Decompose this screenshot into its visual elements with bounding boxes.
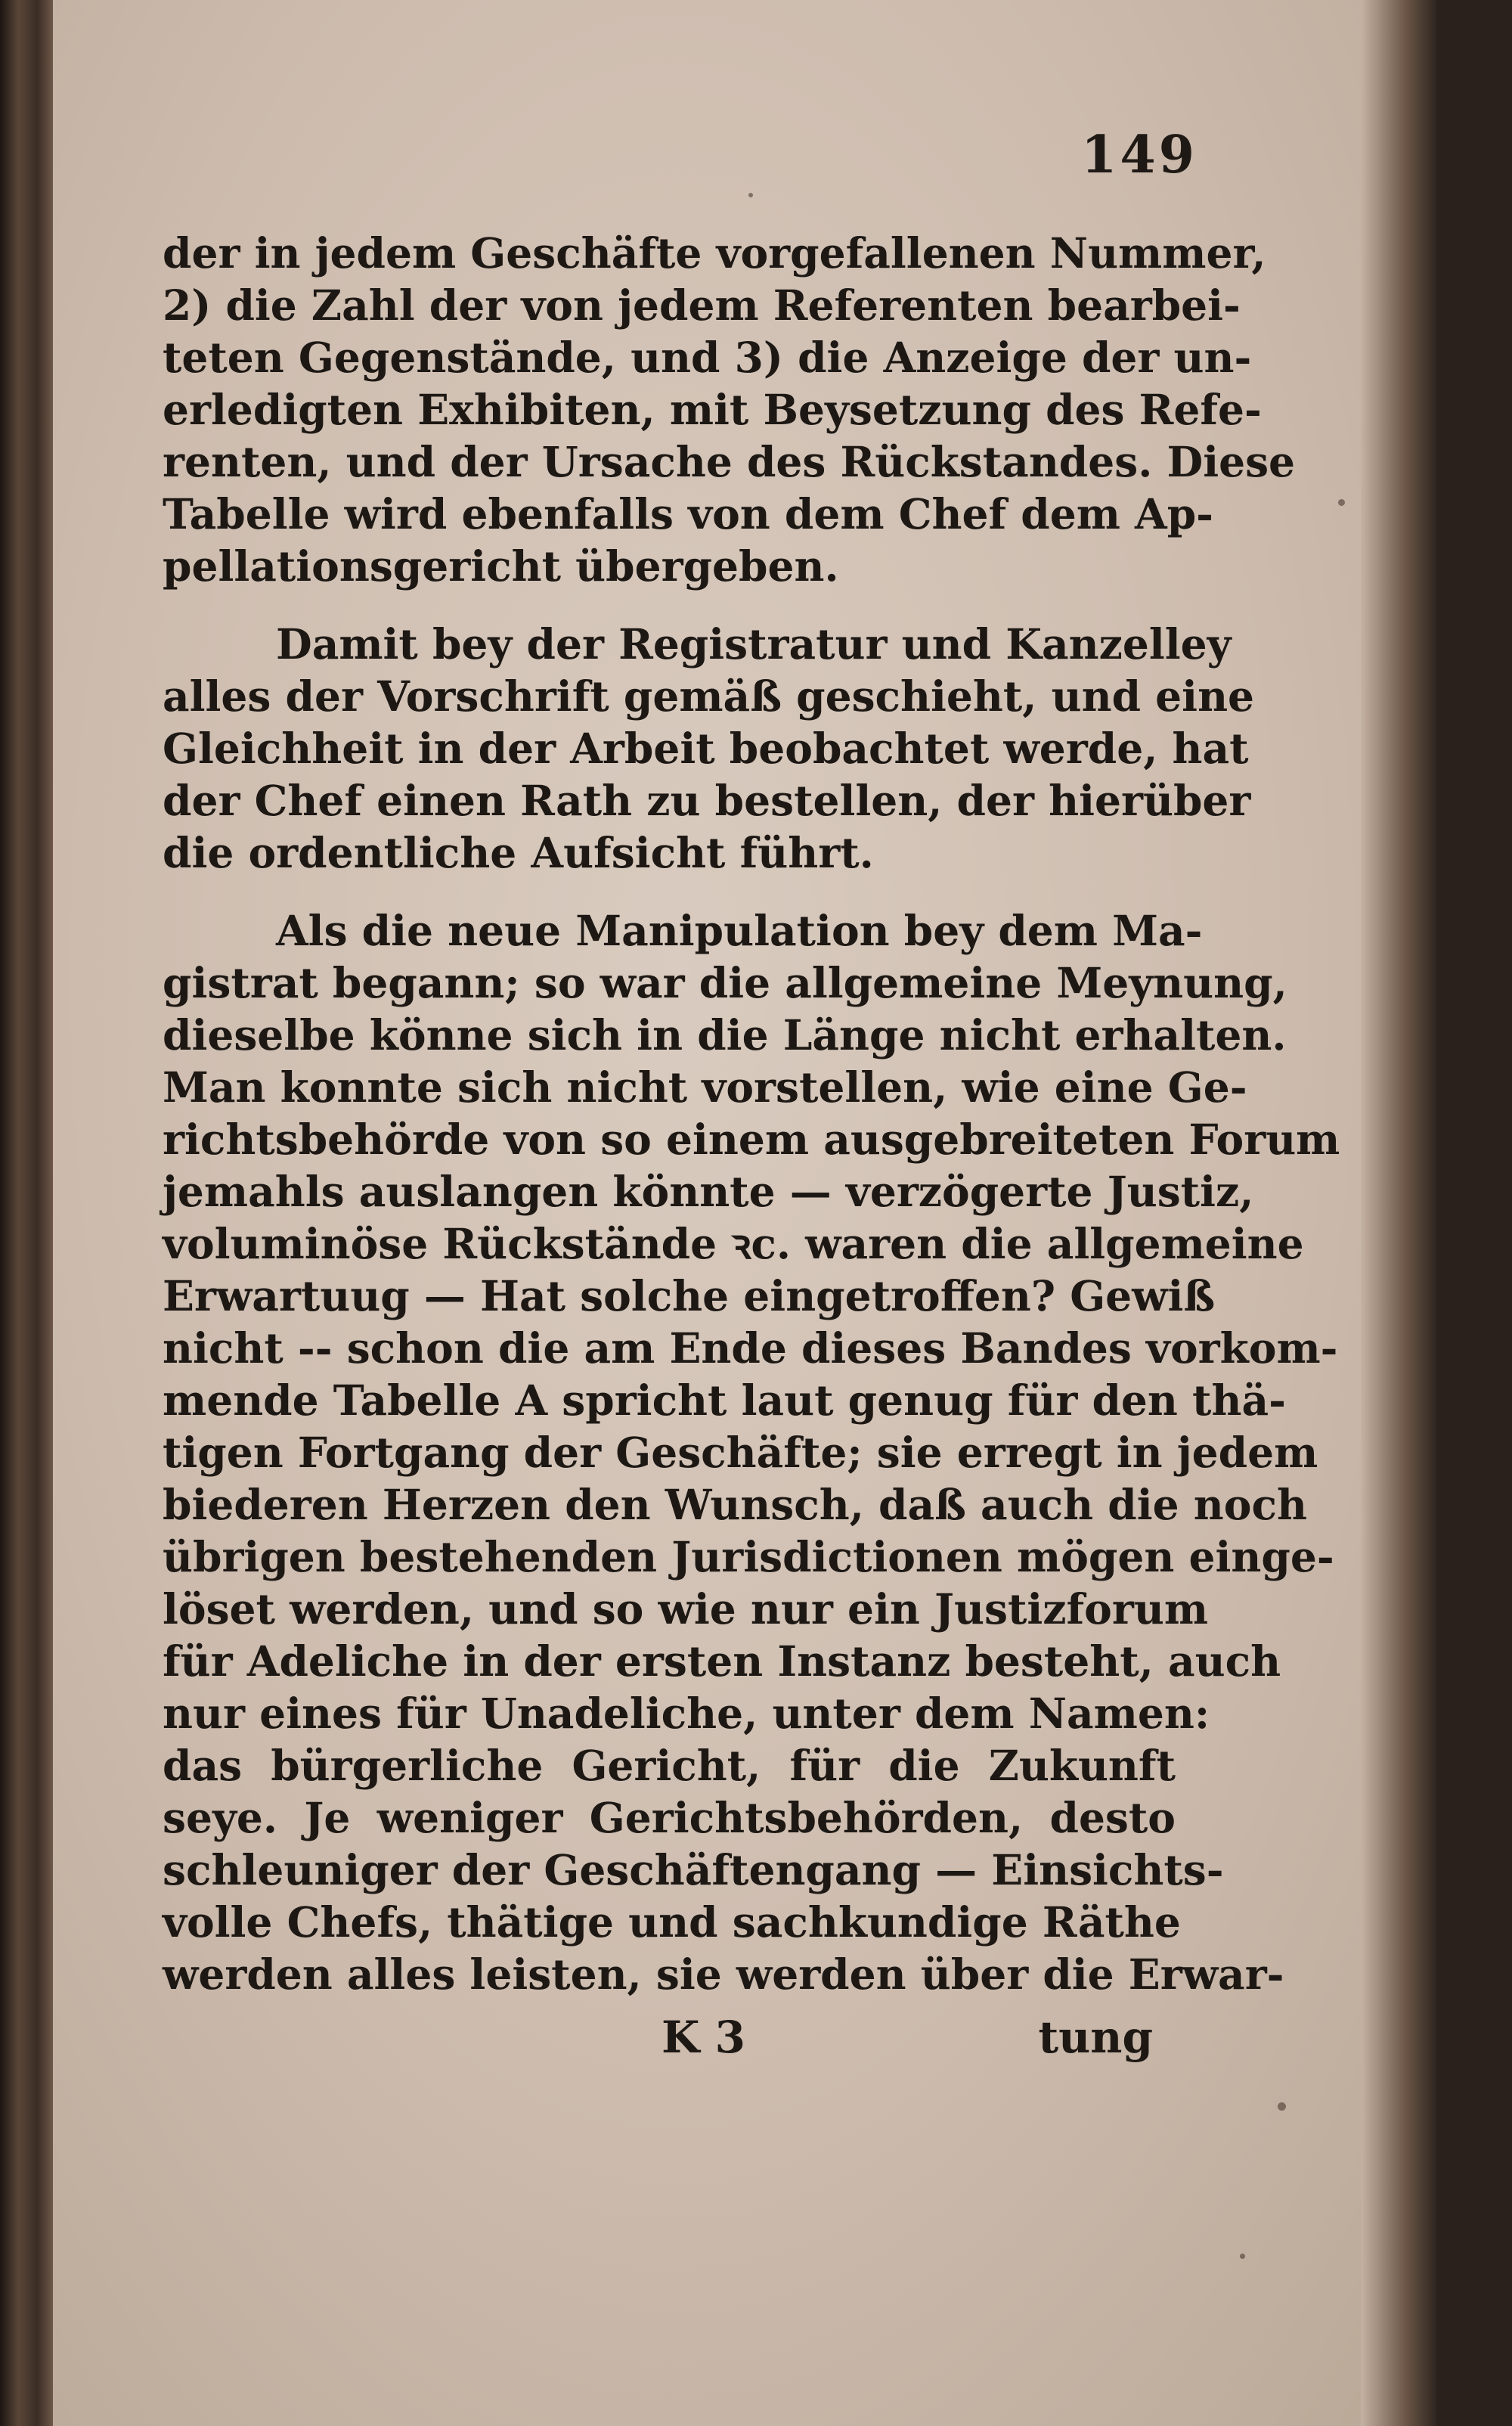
page-number: 149 xyxy=(1081,125,1198,185)
signature-mark: K 3 xyxy=(662,2012,745,2063)
text-line: schleuniger der Geschäftengang — Einsichts- xyxy=(163,1845,1224,1894)
paragraph-gap xyxy=(163,592,1176,618)
page-edge-shadow xyxy=(1361,0,1436,2426)
text-line: tigen Fortgang der Geschäfte; sie erregt in jedem xyxy=(163,1428,1318,1477)
text-line: übrigen bestehenden Jurisdictionen mögen einge- xyxy=(163,1532,1334,1581)
text-line: biederen Herzen den Wunsch, daß auch die noch xyxy=(163,1480,1307,1529)
text-line: nicht -- schon die am Ende dieses Bandes vorkom- xyxy=(163,1323,1338,1373)
text-line: das bürgerliche Gericht, für die Zukunft xyxy=(163,1741,1176,1790)
text-line: werden alles leisten, sie werden über die Erwar- xyxy=(163,1950,1284,1999)
text-line: nur eines für Unadeliche, unter dem Namen: xyxy=(163,1689,1210,1738)
text-line: der in jedem Geschäfte vorgefallenen Nummer, xyxy=(163,228,1266,278)
text-line: 2) die Zahl der von jedem Referenten bearbei- xyxy=(163,281,1241,330)
paragraph-1 xyxy=(163,227,1296,592)
text-line: dieselbe könne sich in die Länge nicht erhalten. xyxy=(163,1010,1287,1059)
text-line: Tabelle wird ebenfalls von dem Chef dem Ap- xyxy=(163,489,1214,538)
text-line: jemahls auslangen könnte — verzögerte Justiz, xyxy=(163,1167,1254,1216)
foxing-spot xyxy=(748,193,753,197)
text-line: teten Gegenstände, und 3) die Anzeige der un- xyxy=(163,333,1252,382)
text-line: Damit bey der Registratur und Kanzelley xyxy=(276,619,1232,669)
foxing-spot xyxy=(1278,2102,1286,2111)
text-line: mende Tabelle A spricht laut genug für den thä- xyxy=(163,1376,1286,1425)
text-line: voluminöse Rückstände ꝛc. waren die allgemeine xyxy=(163,1219,1304,1268)
text-line: erledigten Exhibiten, mit Beysetzung des Refe- xyxy=(163,385,1262,434)
paragraph-3 xyxy=(163,904,1340,2000)
text-line: löset werden, und so wie nur ein Justizforum xyxy=(163,1584,1209,1633)
text-line: Erwartuug — Hat solche eingetroffen? Gewiß xyxy=(163,1271,1216,1320)
body-text xyxy=(163,227,1340,2000)
text-line: volle Chefs, thätige und sachkundige Räthe xyxy=(163,1897,1181,1947)
book-spine xyxy=(0,0,53,2426)
text-line: alles der Vorschrift gemäß geschieht, und eine xyxy=(163,672,1255,721)
foxing-spot xyxy=(1338,499,1345,506)
text-line: Gleichheit in der Arbeit beobachtet werde, hat xyxy=(163,724,1249,773)
paragraph-gap xyxy=(163,879,1176,904)
paragraph-2 xyxy=(163,618,1255,879)
text-line: für Adeliche in der ersten Instanz besteht, auch xyxy=(163,1636,1281,1686)
text-line: richtsbehörde von so einem ausgebreiteten Forum xyxy=(163,1115,1340,1164)
text-line: Man konnte sich nicht vorstellen, wie eine Ge- xyxy=(163,1063,1247,1112)
text-line: pellationsgericht übergeben. xyxy=(163,541,839,591)
text-line: renten, und der Ursache des Rückstandes. Diese xyxy=(163,437,1296,486)
text-line: Als die neue Manipulation bey dem Ma- xyxy=(276,906,1203,955)
text-line: die ordentliche Aufsicht führt. xyxy=(163,828,874,877)
text-line: seye. Je weniger Gerichtsbehörden, desto xyxy=(163,1793,1176,1842)
catchword: tung xyxy=(1038,2012,1153,2063)
text-line: gistrat begann; so war die allgemeine Meynung, xyxy=(163,958,1287,1007)
foxing-spot xyxy=(1240,2254,1245,2259)
text-line: der Chef einen Rath zu bestellen, der hierüber xyxy=(163,776,1251,825)
